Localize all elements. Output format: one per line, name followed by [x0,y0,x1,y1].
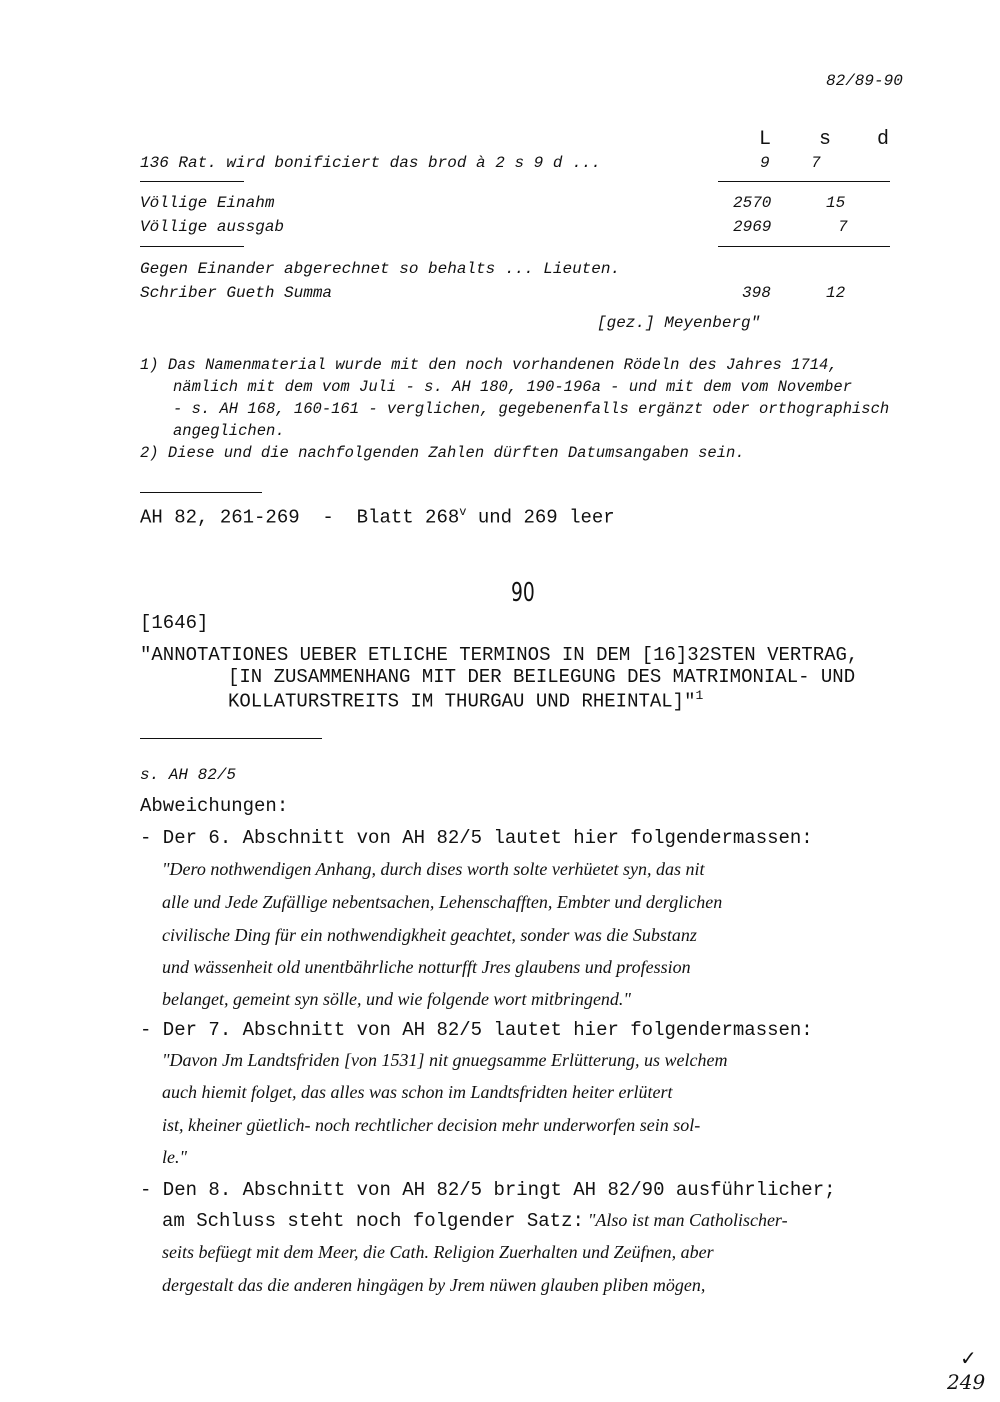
footnote-line: - s. AH 168, 160-161 - verglichen, gegebenenfalls ergänzt oder orthographisch [173,400,890,418]
source-line-sup: v [459,505,467,519]
footnote-line: angeglichen. [173,422,285,440]
ledger-row-label: Völlige Einahm [140,194,275,212]
list-item: - Den 8. Abschnitt von AH 82/5 bringt AH 82/90 ausführlicher; [140,1179,836,1201]
ledger-row-s: 15 [826,194,846,212]
footnote-line: 1) Das Namenmaterial wurde mit den noch vorhandenen Rödeln des Jahres 1714, [140,356,838,374]
signature: [gez.] Meyenberg" [597,314,761,332]
ledger-col-d: d [877,128,890,151]
source-line-prefix: AH 82, 261-269 - Blatt 268 [140,506,460,529]
quote-line: ist, kheiner güetlich- noch rechtlicher decision mehr underworfen sein sol- [162,1115,701,1135]
ledger-row-l: 9 [760,154,770,172]
ledger-row-l: 398 [742,284,771,302]
ledger-row-l: 2570 [733,194,772,212]
continuation-quote: "Also ist man Catholischer- [587,1210,788,1230]
page-reference: 82/89-90 [826,72,903,90]
document-title-line: [IN ZUSAMMENHANG MIT DER BEILEGUNG DES MATRIMONIAL- UND [228,666,856,688]
footnote-line: nämlich mit dem vom Juli - s. AH 180, 190-196a - und mit dem vom November [173,378,853,396]
ledger-row-label: 136 Rat. wird bonificiert das brod à 2 s 9 d ... [140,154,601,172]
quote-line: "Davon Jm Landtsfriden [von 1531] nit gnuegsamme Erlütterung, us welchem [162,1050,728,1070]
quote-line: belanget, gemeint syn sölle, und wie folgende wort mitbringend." [162,989,631,1009]
list-item-continuation [162,1210,788,1232]
document-title-line: "ANNOTATIONES UEBER ETLICHE TERMINOS IN DEM [16]32STEN VERTRAG, [140,644,859,666]
quote-line: le." [162,1147,188,1167]
footnote-line: 2) Diese und die nachfolgenden Zahlen dürften Datumsangaben sein. [140,444,745,462]
list-item: - Der 7. Abschnitt von AH 82/5 lautet hier folgendermassen: [140,1019,813,1041]
page-number: 249 [947,1370,986,1394]
ledger-row-label: Gegen Einander abgerechnet so behalts ... Lieuten. [140,260,621,278]
ledger-col-l: L [759,128,772,151]
footnote-marker: 1 [695,688,704,703]
document-number: 90 [511,578,535,608]
list-item: - Der 6. Abschnitt von AH 82/5 lautet hier folgendermassen: [140,827,813,849]
quote-line: und wässenheit old unentbährliche notturfft Jres glaubens und profession [162,957,691,977]
section-separator [140,492,262,493]
source-line [140,505,615,528]
ledger-col-s: s [819,128,832,151]
quote-line: seits befüegt mit dem Meer, die Cath. Religion Zuerhalten und Zeüfnen, aber [162,1242,714,1262]
ledger-row-s: 12 [826,284,846,302]
ledger-rule [140,246,244,247]
document-date: [1646] [140,612,209,634]
ledger-row-l: 2969 [733,218,772,236]
source-line-suffix: und 269 leer [466,506,615,529]
reference: s. AH 82/5 [140,766,237,784]
quote-line: "Dero nothwendigen Anhang, durch dises worth solte verhüetet syn, das nit [162,859,705,879]
ledger-rule [718,246,890,247]
document-title-line [228,688,703,712]
continuation-text: am Schluss steht noch folgender Satz: [162,1210,584,1232]
quote-line: dergestalt das die anderen hingägen by Jrem nüwen glauben pliben mögen, [162,1275,706,1295]
heading: Abweichungen: [140,795,289,817]
ledger-row-label: Völlige aussgab [140,218,285,236]
ledger-rule [140,181,244,182]
ledger-rule [718,181,890,182]
quote-line: auch hiemit folget, das alles was schon im Landtsfridten heiter erlütert [162,1082,673,1102]
ledger-row-label: Schriber Gueth Summa [140,284,333,302]
quote-line: alle und Jede Zufällige nebentsachen, Lehenschafften, Embter und derglichen [162,892,723,912]
check-mark: ✓ [960,1346,977,1370]
document-title-line-text: KOLLATURSTREITS IM THURGAU UND RHEINTAL]" [228,690,696,713]
ledger-row-s: 7 [811,154,821,172]
section-separator [140,738,322,739]
quote-line: civilische Ding für ein nothwendigkheit geachtet, sonder was die Substanz [162,925,697,945]
ledger-row-s: 7 [838,218,848,236]
